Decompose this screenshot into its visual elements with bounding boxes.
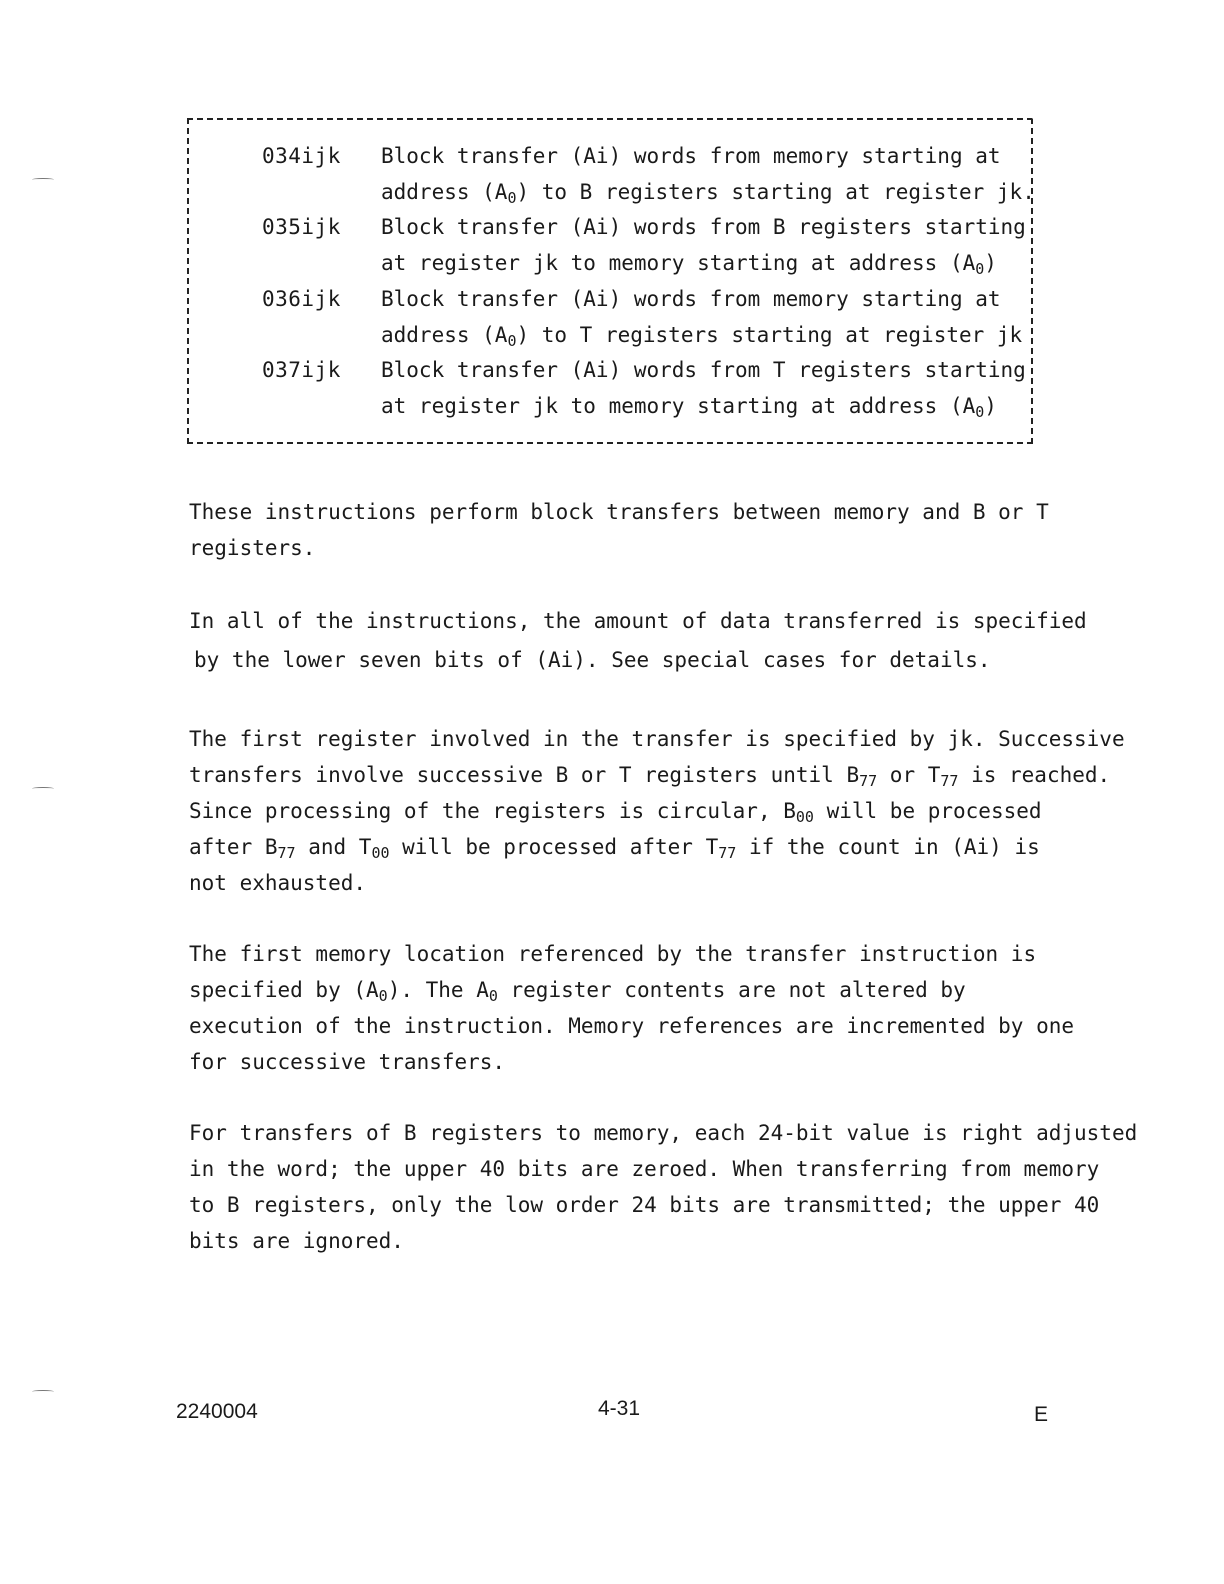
paragraph-line: For transfers of B registers to memory, each 24-bit value is right adjusted <box>189 1121 1138 1145</box>
opcode: 035ijk <box>262 215 341 239</box>
footer-doc-number: 2240004 <box>176 1400 258 1423</box>
instruction-description <box>381 352 1026 424</box>
paragraph-line: for successive transfers. <box>189 1050 506 1074</box>
paragraph-line: to B registers, only the low order 24 bits are transmitted; the upper 40 <box>189 1193 1100 1217</box>
opcode: 034ijk <box>262 144 341 168</box>
description-line: Block transfer (Ai) words from T registers starting <box>381 358 1026 382</box>
paragraph-line: Since processing of the registers is circular, $B_{00}$ will be processed <box>189 799 1042 826</box>
paragraph-line: transfers involve successive B or T registers until $B_{77}$ or $T_{77}$ is reached. <box>189 763 1111 790</box>
description-line: Block transfer (Ai) words from B registers starting <box>381 215 1026 239</box>
margin-mark <box>32 1390 54 1393</box>
paragraph-line: after $B_{77}$ and $T_{00}$ will be processed after $T_{77}$ if the count in (Ai) is <box>189 835 1040 862</box>
paragraph-first-register <box>189 721 1125 901</box>
footer-revision: E <box>1034 1403 1049 1426</box>
description-line: Block transfer (Ai) words from memory starting at <box>381 144 1001 168</box>
paragraph-line: execution of the instruction. Memory references are incremented by one <box>189 1014 1075 1038</box>
instruction-box <box>187 118 1033 444</box>
margin-mark <box>32 178 54 181</box>
paragraph-line: The first memory location referenced by the transfer instruction is <box>189 942 1037 966</box>
paragraph-line: In all of the instructions, the amount of data transferred is specified <box>189 609 1087 633</box>
paragraph-line: registers. <box>189 536 316 560</box>
description-line: at register jk to memory starting at address $(A_0)$ <box>381 394 997 421</box>
paragraph-line: in the word; the upper 40 bits are zeroed. When transferring from memory <box>189 1157 1100 1181</box>
paragraph-line: The first register involved in the transfer is specified by jk. Successive <box>189 727 1125 751</box>
margin-mark <box>32 787 54 790</box>
footer-page-number: 4-31 <box>598 1397 641 1420</box>
paragraph-b-register-transfers <box>189 1115 1137 1259</box>
description-line: address $(A_0)$ to B registers starting at register jk. <box>381 180 1035 207</box>
paragraph-line: bits are ignored. <box>189 1229 404 1253</box>
paragraph-block-transfers <box>189 494 1049 566</box>
paragraph-line: not exhausted. <box>189 871 367 895</box>
paragraph-memory-location <box>189 936 1074 1080</box>
description-line: Block transfer (Ai) words from memory starting at <box>381 287 1001 311</box>
paragraph-line: specified by $(A_0)$. The $A_0$ register contents are not altered by <box>189 978 966 1005</box>
instruction-description <box>381 281 1022 353</box>
description-line: at register jk to memory starting at address $(A_0)$ <box>381 251 997 278</box>
paragraph-line: These instructions perform block transfers between memory and B or T <box>189 500 1049 524</box>
opcode: 037ijk <box>262 358 341 382</box>
paragraph-line: by the lower seven bits of (Ai). See special cases for details. <box>194 648 991 672</box>
instruction-description <box>381 209 1026 281</box>
opcode: 036ijk <box>262 287 341 311</box>
paragraph-data-amount <box>189 602 1087 680</box>
description-line: address $(A_0)$ to T registers starting at register jk <box>381 323 1023 350</box>
instruction-description <box>381 138 1035 210</box>
